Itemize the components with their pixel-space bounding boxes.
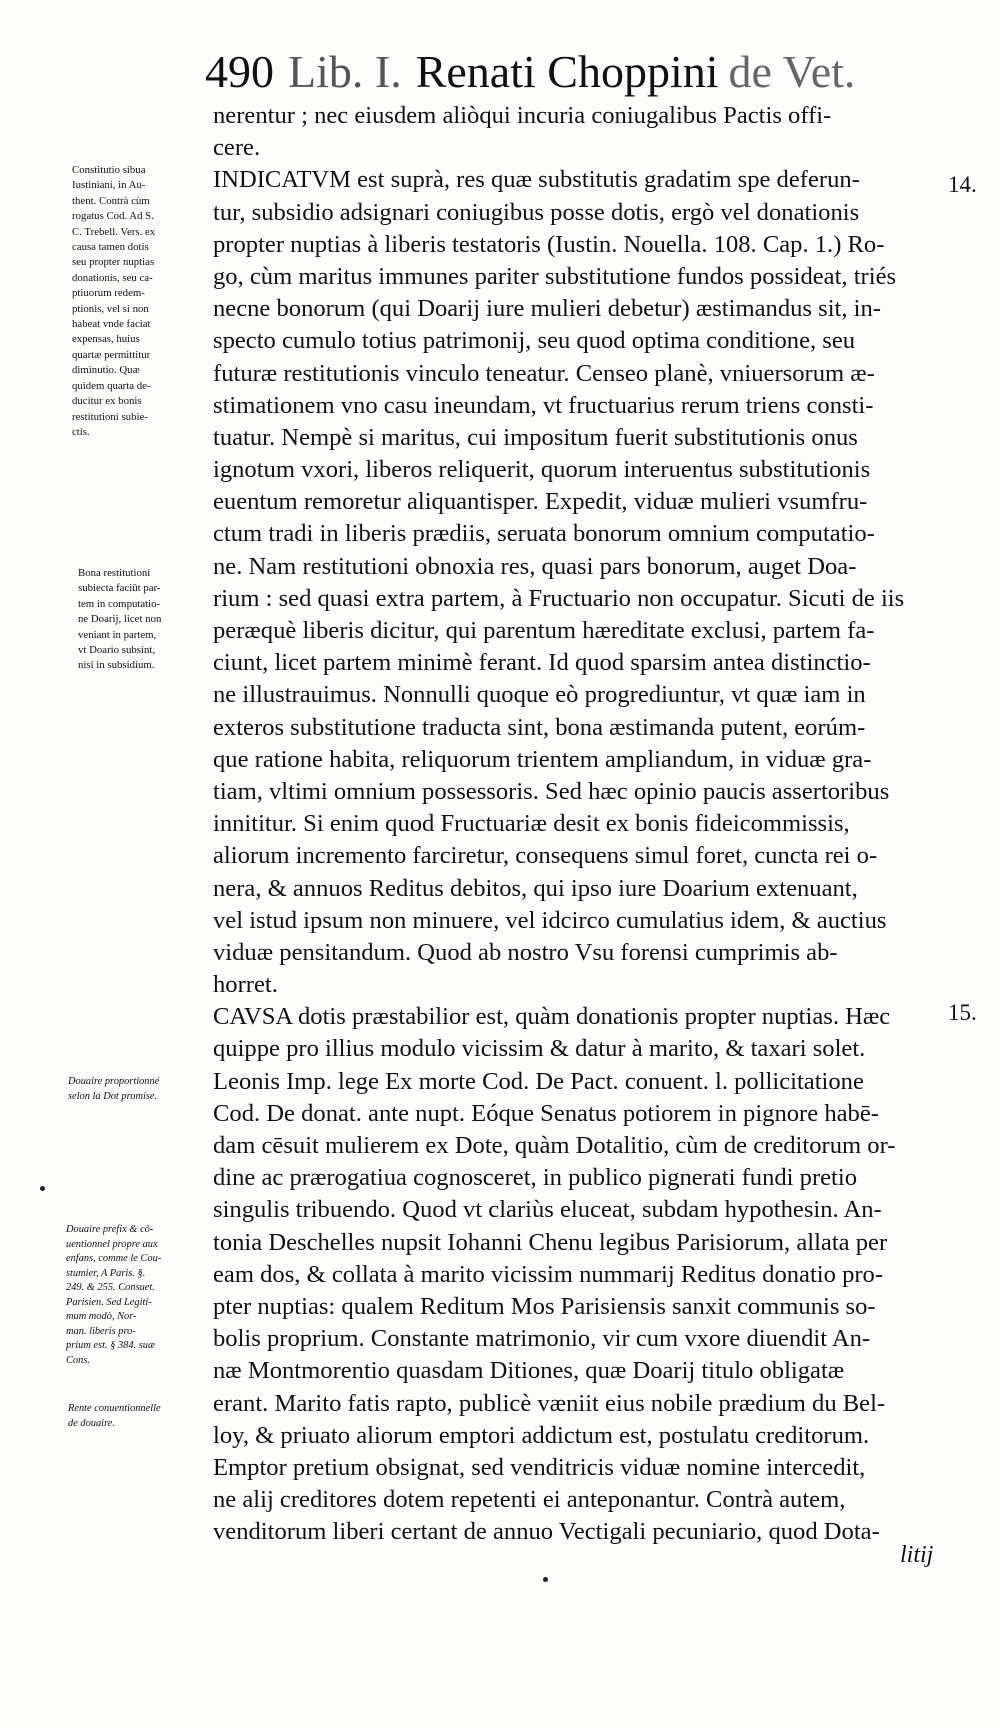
text-line: viduæ pensitandum. Quod ab nostro Vsu forensi cumprimis ab- — [213, 938, 838, 966]
text-line: dam cēsuit mulierem ex Dote, quàm Dotalitio, cùm de creditorum or- — [213, 1132, 896, 1159]
margin-note-line: ctis. — [72, 425, 90, 438]
text-line: necne bonorum (qui Doarij iure mulieri debetur) æstimandus sit, in- — [213, 295, 881, 323]
text-line: quippe pro illius modulo vicissim & datur à marito, & taxari solet. — [213, 1035, 866, 1063]
text-line: horret. — [213, 971, 278, 999]
margin-note — [78, 566, 203, 674]
margin-note-line: nisi in subsidium. — [78, 659, 155, 672]
margin-note-line: thent. Contrà cùm — [72, 194, 150, 207]
text-line: tur, subsidio adsignari coniugibus posse dotis, ergò vel donationis — [213, 198, 860, 226]
margin-note-line: veniant in partem, — [78, 628, 157, 641]
text-line: tuatur. Nempè si maritus, cui impositum fuerit substitutionis onus — [213, 423, 858, 451]
margin-note-line: expensas, huius — [72, 333, 140, 346]
text-line: ne. Nam restitutioni obnoxia res, quasi pars bonorum, auget Doa- — [213, 552, 857, 580]
text-line: næ Montmorentio quasdam Ditiones, quæ Doarij titulo obligatæ — [213, 1357, 845, 1385]
text-line: Emptor pretium obsignat, sed venditricis viduæ nomine intercedit, — [213, 1453, 866, 1481]
margin-note-line: Douaire proportionné — [68, 1076, 160, 1087]
text-line: Cod. De donat. ante nupt. Eóque Senatus potiorem in pignore habē- — [213, 1099, 879, 1127]
text-line: go, cùm maritus immunes pariter substitutione fundos possideat, triés — [213, 262, 897, 290]
text-line: futuræ restitutionis vinculo teneatur. Censeo planè, vniuersorum æ- — [213, 359, 875, 387]
text-line: erant. Marito fatis rapto, publicè væniit eius nobile prædium du Bel- — [213, 1389, 886, 1417]
text-line: nera, & annuos Reditus debitos, qui ipso iure Doarium extenuant, — [213, 874, 858, 902]
margin-note-line: man. liberis pro- — [66, 1325, 136, 1337]
text-line: innititur. Si enim quod Fructuariæ desit ex bonis fideicommissis, — [213, 810, 850, 838]
text-line: Leonis Imp. lege Ex morte Cod. De Pact. conuent. l. pollicitatione — [213, 1067, 864, 1095]
margin-note-line: Bona restitutioni — [78, 567, 151, 579]
header-suffix: de Vet. — [728, 46, 856, 97]
text-line: pter nuptias: qualem Reditum Mos Parisiensis sanxit communis so- — [213, 1292, 876, 1320]
text-line: exteros substitutione traducta sint, bona æstimanda putent, eorúm- — [213, 713, 866, 741]
catchword: litij — [900, 1542, 934, 1568]
margin-note-line: subiecta faciūt par- — [78, 582, 161, 595]
text-line: nerentur ; nec eiusdem aliòqui incuria coniugalibus Pactis offi- — [213, 102, 832, 129]
text-line: dine ac prærogatiua cognosceret, in publico pignerati fundi pretio — [213, 1164, 858, 1192]
text-line: venditorum liberi certant de annuo Vectigali pecuniario, quod Dota- — [213, 1518, 880, 1546]
margin-note-line: ne Doarij, licet non — [78, 613, 162, 626]
text-line: aliorum incremento farciretur, consequens simul foret, cuncta rei o- — [213, 842, 878, 870]
section-number: 14. — [948, 172, 977, 197]
text-line: bolis proprium. Constante matrimonio, vir cum vxore diuendit An- — [213, 1325, 871, 1353]
text-line: eam dos, & collata à marito vicissim nummarij Reditus donatio pro- — [213, 1260, 884, 1288]
text-line: tiam, vltimi omnium possessoris. Sed hæc opinio paucis assertoribus — [213, 777, 890, 805]
text-line: specto cumulo totius patrimonij, seu quod optima conditione, seu — [213, 327, 856, 355]
margin-note-line: ptiuorum redem- — [72, 287, 145, 300]
margin-note-line: rogatus Cod. Ad S. — [72, 210, 154, 223]
margin-note-line: restitutioni subie- — [72, 410, 148, 423]
header-author: Renati Choppini — [415, 46, 719, 97]
text-line: peræquè liberis dicitur, qui parentum hæreditate exclusi, partem fa- — [213, 617, 875, 644]
text-line: tonia Deschelles nupsit Iohanni Chenu legibus Parisiorum, allata per — [213, 1228, 888, 1256]
margin-note-line: donationis, seu ca- — [72, 271, 153, 284]
margin-note-line: diminutio. Quæ — [72, 364, 140, 377]
text-line: cere. — [213, 134, 261, 162]
ink-speck — [40, 1186, 45, 1191]
header-prefix: Lib. I. — [288, 46, 402, 97]
page-number: 490 — [205, 46, 274, 97]
text-line: loy, & priuato aliorum emptori addictum est, postulatu creditorum. — [213, 1421, 870, 1449]
margin-note-line: causa tamen dotis — [72, 241, 149, 254]
margin-note — [68, 1075, 193, 1104]
running-header — [205, 42, 965, 102]
text-line: stimationem vno casu ineundam, vt fructuarius rerum triens consti- — [213, 391, 874, 419]
margin-note-line: Douaire prefix & cō- — [66, 1224, 154, 1235]
section-number: 15. — [948, 1000, 977, 1025]
text-line: que ratione habita, reliquorum trientem ampliandum, in viduæ gra- — [213, 745, 872, 773]
text-line: ne alij creditores dotem repetenti ei anteponantur. Contrà autem, — [213, 1486, 846, 1514]
text-line: euentum remoretur aliquantisper. Expedit, viduæ mulieri vsumfru- — [213, 488, 868, 516]
text-line: ciunt, licet partem minimè ferant. Id quod sparsim antea distinctio- — [213, 649, 871, 677]
margin-note-line: Constitutio sibua — [72, 164, 146, 176]
margin-note-line: 249. & 255. Consuet. — [66, 1282, 155, 1293]
margin-note-line: enfans, comme le Cou- — [66, 1253, 162, 1264]
text-line: CAVSA dotis præstabilior est, quàm donationis propter nuptias. Hæc — [213, 1003, 891, 1031]
text-line: ignotum vxori, liberos reliquerit, quorum interuentus substitutionis — [213, 456, 871, 484]
margin-note-line: C. Trebell. Vers. ex — [72, 225, 156, 238]
margin-note-line: de douaire. — [68, 1417, 115, 1429]
margin-note-line: mum modò, Nor- — [66, 1311, 137, 1322]
margin-note-line: selon la Dot promise. — [68, 1090, 158, 1102]
margin-note-line: uentionnel propre aux — [66, 1238, 158, 1250]
margin-note-line: stumier, A Paris. §. — [66, 1267, 146, 1279]
margin-note-line: Cons. — [66, 1354, 90, 1366]
margin-note-line: quidem quarta de- — [72, 379, 151, 392]
text-line: ne illustrauimus. Nonnulli quoque eò progrediuntur, vt quæ iam in — [213, 681, 866, 709]
text-line: vel istud ipsum non minuere, vel idcirco cumulatius idem, & auctius — [213, 906, 887, 934]
margin-note-line: prium est. § 384. suæ — [66, 1340, 155, 1351]
margin-note-line: Iustiniani, in Au- — [72, 179, 146, 192]
text-line: INDICATVM est suprà, res quæ substitutis gradatim spe deferun- — [213, 166, 860, 194]
margin-note-line: tem in computatio- — [78, 597, 161, 610]
text-line: singulis tribuendo. Quod vt clariùs eluceat, subdam hypothesin. An- — [213, 1196, 882, 1224]
margin-note-line: habeat vnde faciat — [72, 318, 151, 331]
margin-note-line: ptionis, vel si non — [72, 302, 149, 315]
margin-note-line: seu propter nuptias — [72, 256, 155, 269]
text-line: propter nuptias à liberis testatoris (Iustin. Nouella. 108. Cap. 1.) Ro- — [213, 230, 885, 258]
margin-note — [68, 1402, 193, 1431]
margin-note — [72, 163, 197, 440]
text-line: ctum tradi in liberis prædiis, seruata bonorum omnium computatio- — [213, 520, 875, 548]
margin-note — [66, 1223, 191, 1368]
margin-note-line: Rente conuentionnelle — [68, 1403, 161, 1414]
margin-note-line: quartæ permittitur — [72, 348, 151, 361]
text-line: rium : sed quasi extra partem, à Fructuario non occupatur. Sicuti de iis — [213, 584, 905, 612]
margin-note-line: ducitur ex bonis — [72, 395, 142, 408]
ink-speck — [543, 1577, 548, 1582]
margin-note-line: Parisien. Sed Legiti- — [66, 1296, 152, 1308]
margin-note-line: vt Doario subsint, — [78, 644, 156, 657]
main-text — [213, 100, 938, 1548]
